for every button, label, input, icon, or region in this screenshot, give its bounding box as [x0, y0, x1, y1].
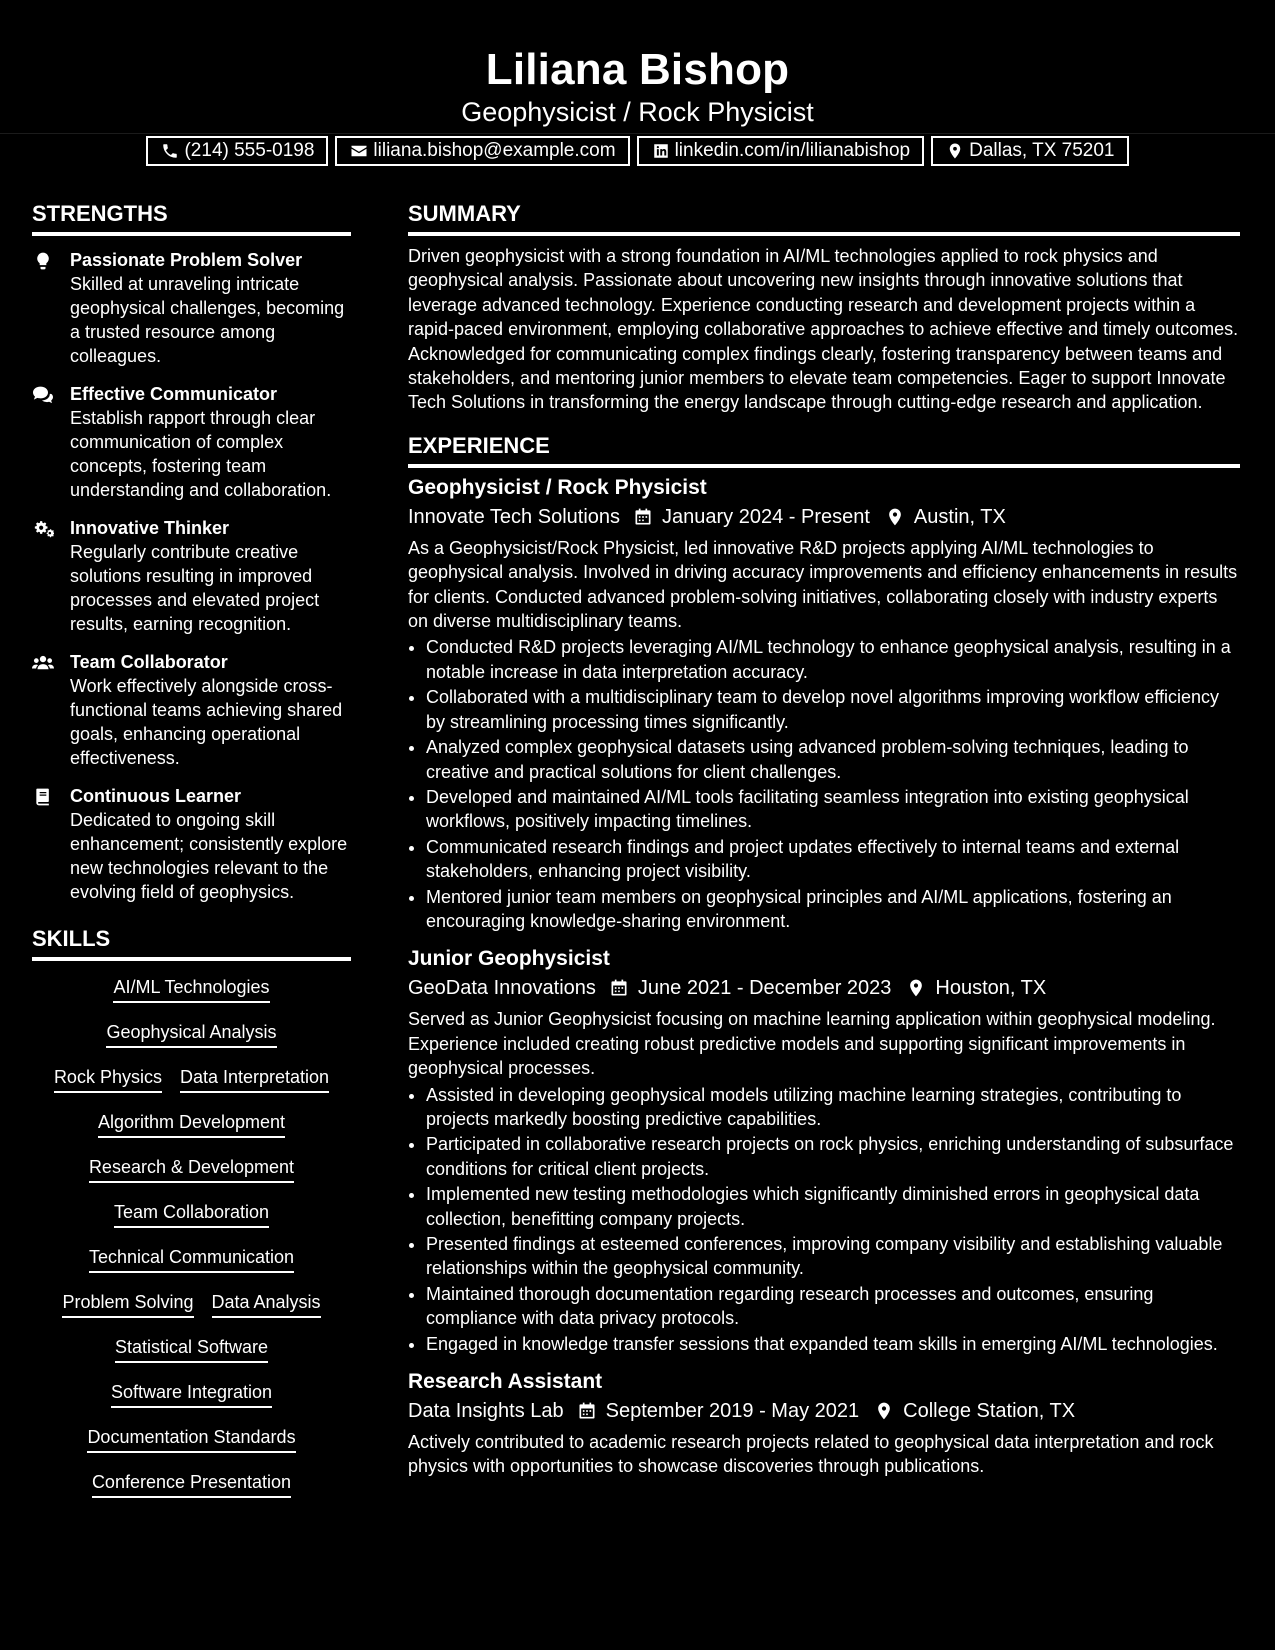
summary-heading: SUMMARY: [408, 199, 1240, 236]
strengths-heading: STRENGTHS: [32, 199, 351, 236]
skill-tag: Technical Communication: [89, 1245, 294, 1273]
job-location: College Station, TX: [903, 1400, 1076, 1423]
job-bullet: • Conducted R&D projects leveraging AI/ML technology to enhance geophysical analysis, resulting in a notable increase in data interpretation accuracy.: [426, 635, 1240, 684]
skill-tag: Rock Physics: [54, 1065, 162, 1093]
skill-tag: Software Integration: [111, 1380, 272, 1408]
contact-linkedin[interactable]: [637, 136, 925, 166]
strength-item: [32, 650, 351, 770]
job-bullets: [408, 635, 1240, 933]
skills-heading: SKILLS: [32, 924, 351, 961]
strength-title: Passionate Problem Solver: [70, 250, 303, 270]
candidate-title: Geophysicist / Rock Physicist: [461, 97, 814, 127]
job-dates: September 2019 - May 2021: [605, 1400, 860, 1423]
job-bullet: • Engaged in knowledge transfer sessions that expanded team skills in emerging AI/ML technologies.: [426, 1332, 1240, 1356]
job-entry: [408, 945, 1240, 1356]
contact-phone: [146, 136, 328, 166]
right-column: [408, 199, 1240, 1479]
strength-desc: Skilled at unraveling intricate geophysical challenges, becoming a trusted resource among colleagues.: [70, 274, 345, 366]
lightbulb-icon: [32, 248, 70, 368]
job-meta: [408, 502, 1240, 532]
skill-tag: Problem Solving: [62, 1290, 193, 1318]
job-company: Data Insights Lab: [408, 1400, 564, 1423]
job-description: As a Geophysicist/Rock Physicist, led innovative R&D projects applying AI/ML technologies to geophysical analysis. Involved in driving accuracy improvements and efficiency enhancements in results for clients. Conducted advanced problem-solving initiatives, collaborating closely with industry experts on diverse multidisciplinary teams.: [408, 537, 1238, 632]
skill-tag: Data Analysis: [212, 1290, 321, 1318]
chat-bubbles-icon: [32, 382, 70, 502]
skill-tag: Algorithm Development: [98, 1110, 285, 1138]
strength-desc: Dedicated to ongoing skill enhancement; consistently explore new technologies relevant to the evolving field of geophysics.: [70, 810, 348, 902]
envelope-icon: [349, 141, 369, 161]
job-description: Actively contributed to academic research projects related to geophysical data interpretation and rock physics with opportunities to showcase discoveries through publications.: [408, 1432, 1214, 1477]
phone-text: (214) 555-0198: [184, 140, 315, 161]
strength-title: Innovative Thinker: [70, 518, 230, 538]
skills-list: [32, 975, 351, 1515]
linkedin-icon: [651, 141, 671, 161]
candidate-name: Liliana Bishop: [485, 45, 790, 94]
job-company: Innovate Tech Solutions: [408, 505, 621, 528]
calendar-icon: [608, 977, 630, 999]
job-description: Served as Junior Geophysicist focusing on machine learning application within geophysical modeling. Experience included creating robust predictive models and supporting significant improvements in geophysical processes.: [408, 1009, 1216, 1079]
skill-tag: Statistical Software: [115, 1335, 268, 1363]
strength-desc: Work effectively alongside cross-functional teams achieving shared goals, enhancing operational effectiveness.: [70, 676, 343, 768]
job-location: Austin, TX: [913, 505, 1006, 528]
job-bullet: • Developed and maintained AI/ML tools facilitating seamless integration into existing geophysical workflows, positively impacting timelines.: [426, 785, 1240, 834]
book-icon: [32, 784, 70, 904]
job-dates: January 2024 - Present: [662, 505, 870, 528]
job-bullet: • Assisted in developing geophysical models utilizing machine learning strategies, contributing to projects markedly boosting predictive capabilities.: [426, 1083, 1240, 1132]
experience-heading: EXPERIENCE: [408, 431, 1240, 468]
map-pin-icon: [884, 506, 906, 528]
skill-tag: Data Interpretation: [180, 1065, 329, 1093]
job-meta: [408, 1396, 1240, 1426]
calendar-icon: [576, 1400, 598, 1422]
phone-icon: [160, 141, 180, 161]
strength-item: [32, 516, 351, 636]
job-bullets: [408, 1083, 1240, 1356]
map-pin-icon: [905, 977, 927, 999]
summary-text: Driven geophysicist with a strong foundation in AI/ML technologies applied to rock physics and geophysical analysis. Passionate about uncovering new insights through innovative solutions that leverage advanced technology. Experience conducting research and development projects within a rapid-paced environment, employing collaborative approaches to achieve effective and timely outcomes. Acknowledged for communicating complex findings clearly, fostering transparency between teams and stakeholders, and mentoring junior members to elevate team competencies. Eager to support Innovate Tech Solutions in transforming the energy landscape through cutting-edge research and application.: [408, 246, 1239, 413]
strength-item: [32, 382, 351, 502]
contact-email[interactable]: [335, 136, 629, 166]
map-pin-icon: [873, 1400, 895, 1422]
strength-title: Continuous Learner: [70, 786, 242, 806]
skill-tag: Geophysical Analysis: [106, 1020, 276, 1048]
job-title: Junior Geophysicist: [408, 947, 610, 971]
contact-location: [931, 136, 1128, 166]
location-text: Dallas, TX 75201: [969, 140, 1115, 161]
job-location: Houston, TX: [935, 977, 1047, 1000]
calendar-icon: [632, 506, 654, 528]
job-entry: [408, 1368, 1240, 1479]
skill-tag: Team Collaboration: [114, 1200, 269, 1228]
job-bullet: • Maintained thorough documentation regarding research processes and outcomes, ensuring compliance with data privacy protocols.: [426, 1282, 1240, 1331]
job-entry: [408, 474, 1240, 934]
left-column: [32, 199, 351, 1515]
job-dates: June 2021 - December 2023: [637, 977, 892, 1000]
strength-item: [32, 784, 351, 904]
job-company: GeoData Innovations: [408, 977, 596, 1000]
job-bullet: • Participated in collaborative research projects on rock physics, enriching understanding of subsurface conditions for critical client projects.: [426, 1132, 1240, 1181]
gears-icon: [32, 516, 70, 636]
job-meta: [408, 973, 1240, 1003]
strength-title: Effective Communicator: [70, 384, 278, 404]
job-bullet: • Implemented new testing methodologies which significantly diminished errors in geophysical data collection, benefitting company projects.: [426, 1182, 1240, 1231]
resume-header: [0, 0, 1275, 161]
skill-tag: AI/ML Technologies: [113, 975, 269, 1003]
strength-title: Team Collaborator: [70, 652, 228, 672]
linkedin-text: linkedin.com/in/lilianabishop: [674, 140, 911, 161]
skill-tag: Documentation Standards: [87, 1425, 295, 1453]
job-title: Geophysicist / Rock Physicist: [408, 475, 707, 499]
job-bullet: • Communicated research findings and project updates effectively to internal teams and external stakeholders, enhancing project visibility.: [426, 835, 1240, 884]
skill-tag: Research & Development: [89, 1155, 294, 1183]
strength-desc: Establish rapport through clear communication of complex concepts, fostering team understanding and collaboration.: [70, 408, 332, 500]
job-bullet: • Mentored junior team members on geophysical principles and AI/ML applications, fostering an encouraging knowledge-sharing environment.: [426, 885, 1240, 934]
job-bullet: • Collaborated with a multidisciplinary team to develop novel algorithms improving workflow efficiency by streamlining processing times significantly.: [426, 685, 1240, 734]
users-icon: [32, 650, 70, 770]
map-pin-icon: [945, 141, 965, 161]
email-text: liliana.bishop@example.com: [373, 140, 616, 161]
job-title: Research Assistant: [408, 1370, 603, 1394]
strength-desc: Regularly contribute creative solutions resulting in improved processes and elevated project results, earning recognition.: [70, 542, 320, 634]
skill-tag: Conference Presentation: [92, 1470, 291, 1498]
job-bullet: • Presented findings at esteemed conferences, improving company visibility and establishing valuable relationships within the geophysical community.: [426, 1232, 1240, 1281]
job-bullet: • Analyzed complex geophysical datasets using advanced problem-solving techniques, leading to creative and practical solutions for client challenges.: [426, 735, 1240, 784]
contact-bar: [0, 136, 1275, 166]
strength-item: [32, 248, 351, 368]
